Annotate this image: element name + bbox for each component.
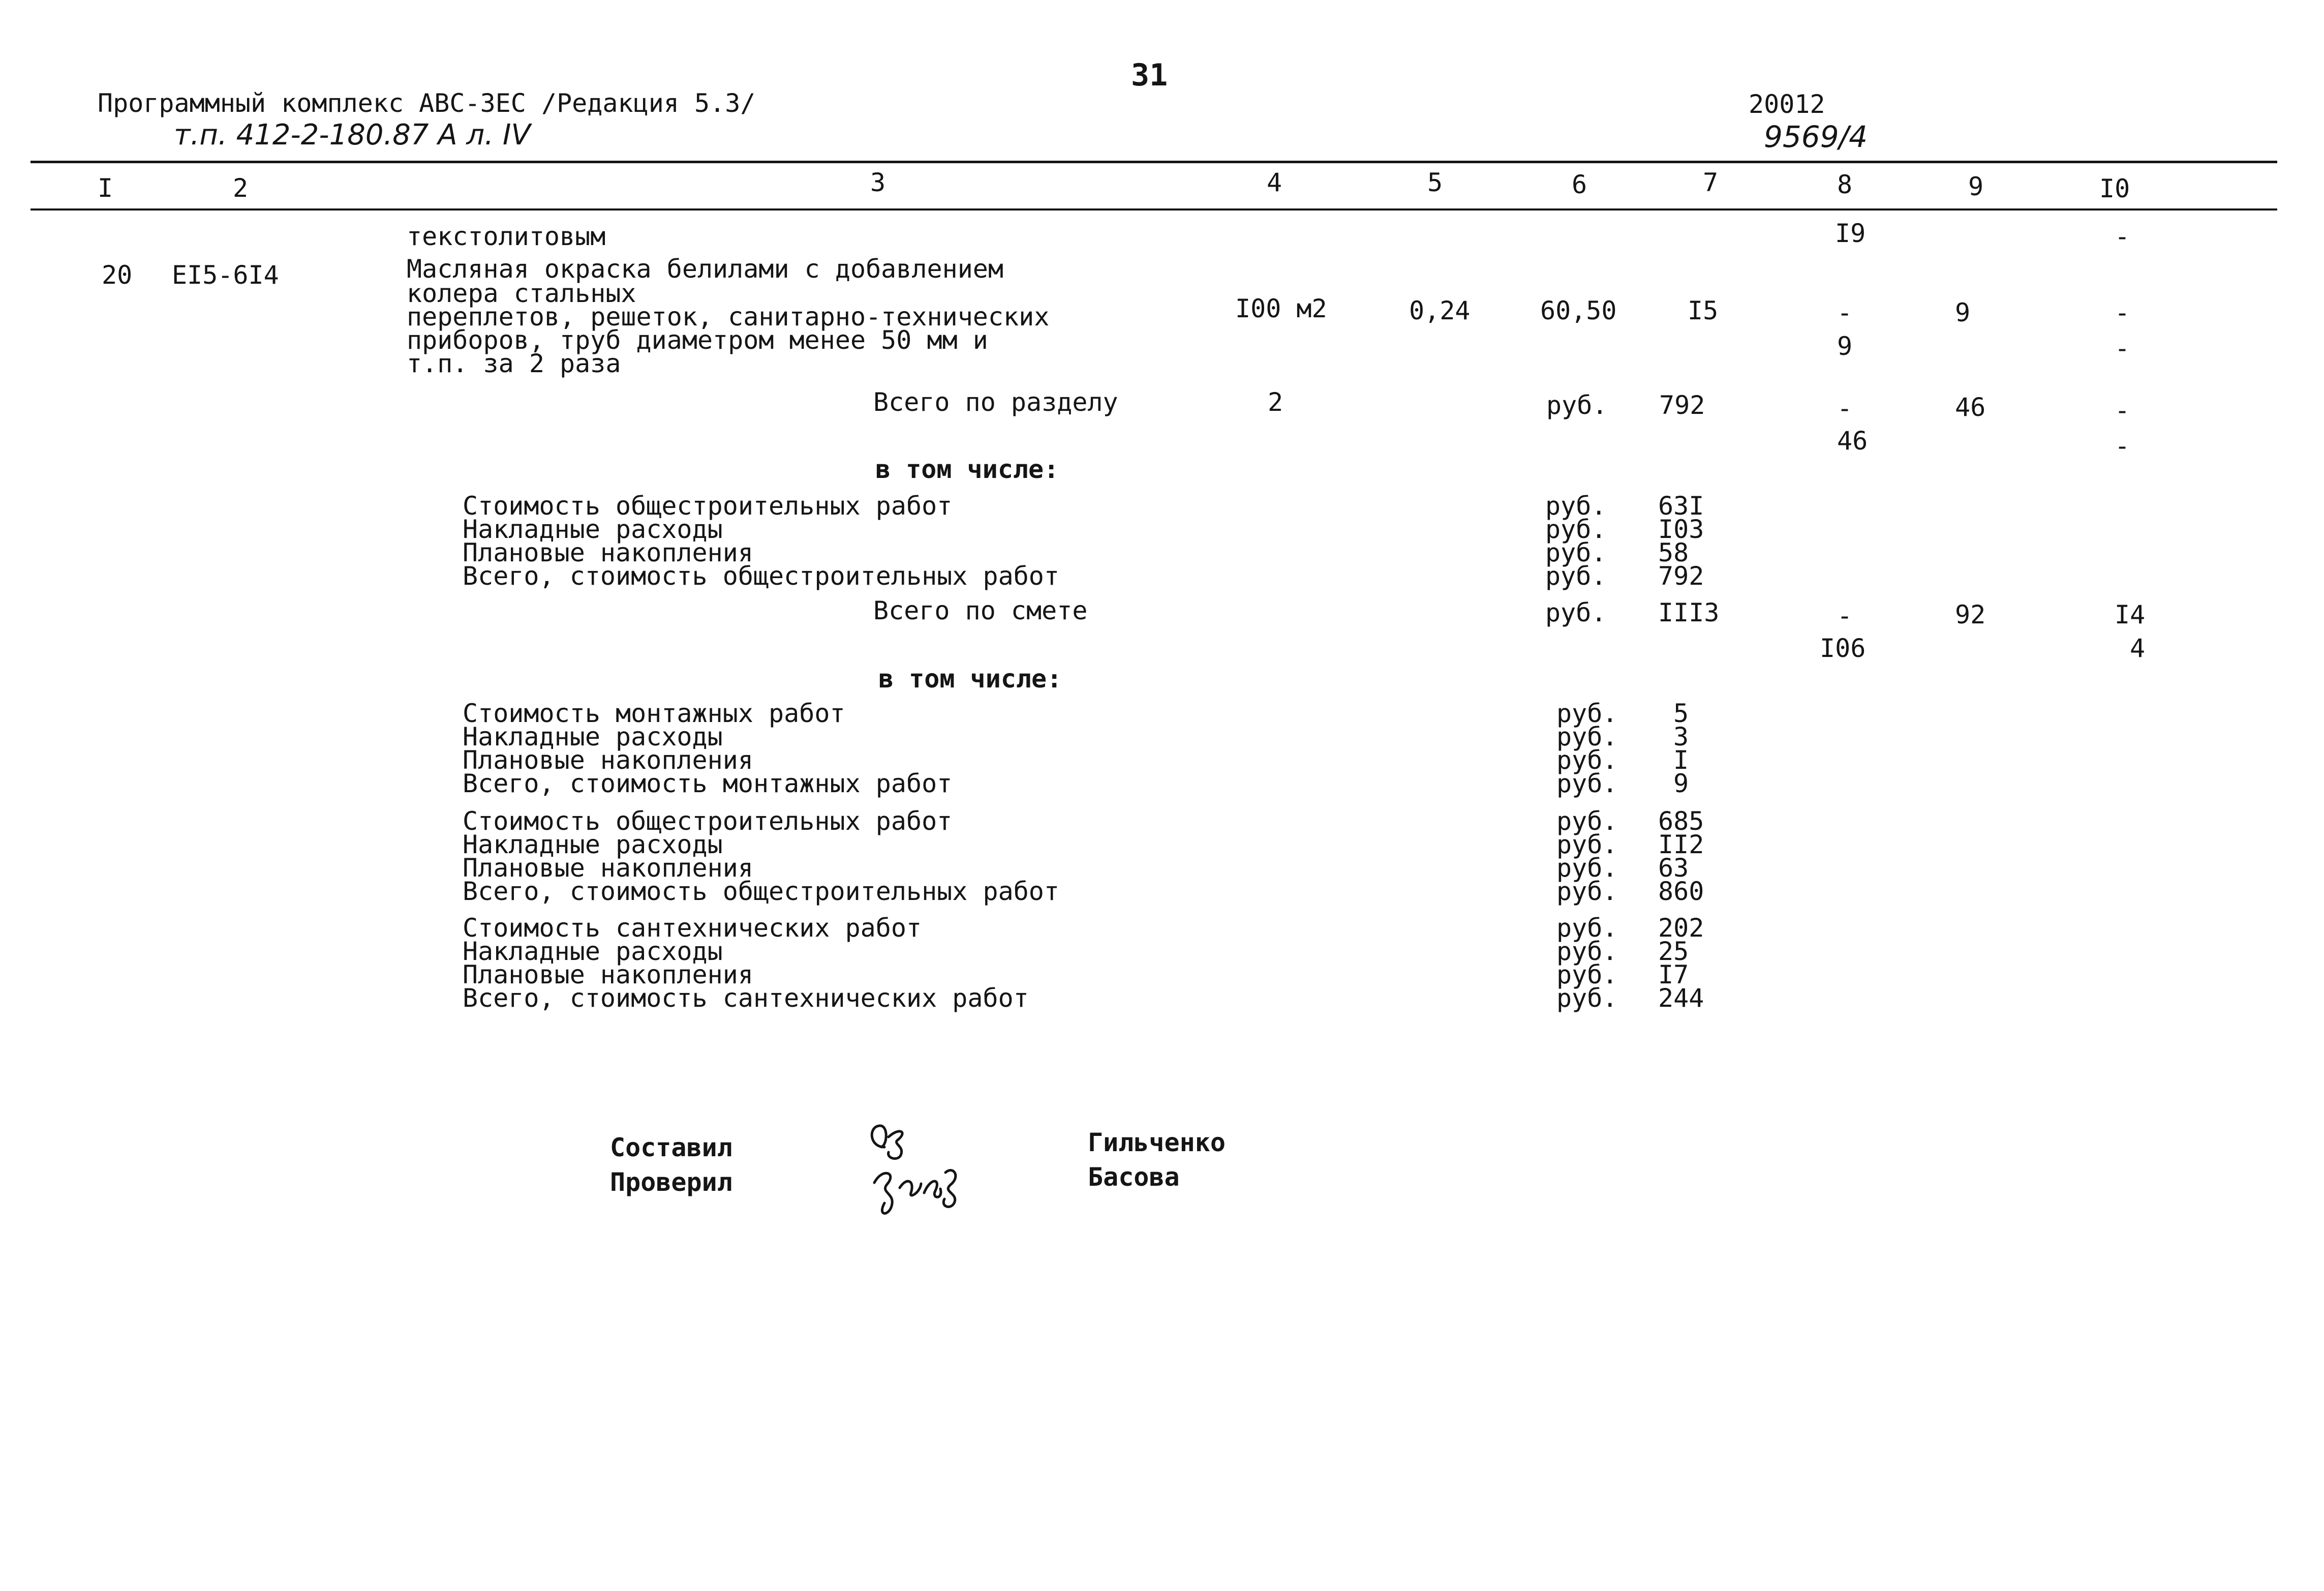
- software-title: Программный комплекс АВС-3ЕС /Редакция 5.3/: [98, 88, 756, 118]
- column-5-header: 5: [1427, 168, 1443, 197]
- header-rule-top: [30, 161, 2277, 163]
- breakdown-label: Стоимость общестроительных работ: [463, 491, 953, 521]
- section-total-col8: -: [1837, 394, 1853, 423]
- breakdown-label: Плановые накопления: [463, 745, 753, 775]
- breakdown-label: Всего, стоимость монтажных работ: [463, 769, 953, 798]
- breakdown-unit: руб.: [1545, 515, 1607, 544]
- breakdown-value: 3: [1673, 722, 1689, 752]
- breakdown-value: 9: [1673, 769, 1689, 798]
- column-3-header: 3: [870, 168, 886, 197]
- estimate-total-col8: -: [1837, 601, 1853, 631]
- continuation-col8: I9: [1835, 219, 1866, 248]
- estimate-total-col10: I4: [2115, 600, 2146, 629]
- section-total-col4: 2: [1268, 387, 1283, 417]
- breakdown-label: Накладные расходы: [463, 722, 723, 752]
- continuation-text: текстолитовым: [407, 222, 606, 251]
- continuation-col10: -: [2115, 222, 2130, 251]
- breakdown-label: Стоимость монтажных работ: [463, 699, 845, 728]
- breakdown-value: I03: [1658, 515, 1704, 544]
- section-total-col9: 46: [1955, 393, 1986, 422]
- column-8-header: 8: [1837, 170, 1853, 199]
- breakdown-value: 860: [1658, 877, 1704, 906]
- breakdown-label: Плановые накопления: [463, 538, 753, 567]
- handwritten-signatures: [864, 1117, 966, 1221]
- estimate-total-col8: I06: [1820, 634, 1866, 663]
- breakdown-value: 202: [1658, 913, 1704, 943]
- breakdown-unit: руб.: [1545, 538, 1607, 567]
- breakdown-unit: руб.: [1556, 877, 1618, 906]
- project-reference: т.п. 412-2-180.87 А л. IV: [174, 118, 531, 152]
- item-description-line: т.п. за 2 раза: [407, 349, 621, 378]
- inventory-number: 9569/4: [1764, 119, 1868, 154]
- item-description-line: Масляная окраска белилами с добавлением: [407, 254, 1003, 284]
- item-unit: I00 м2: [1235, 294, 1327, 323]
- item-description-line: приборов, труб диаметром менее 50 мм и: [407, 325, 988, 355]
- breakdown-label: Плановые накопления: [463, 960, 753, 989]
- breakdown-unit: руб.: [1556, 745, 1618, 775]
- column-1-header: I: [98, 173, 113, 203]
- column-6-header: 6: [1572, 170, 1587, 199]
- section-total-unit: руб.: [1546, 391, 1608, 420]
- breakdown-label: Накладные расходы: [463, 515, 723, 544]
- breakdown-label: Накладные расходы: [463, 937, 723, 966]
- item-number: 20: [102, 260, 133, 290]
- breakdown-label: Накладные расходы: [463, 830, 723, 859]
- estimate-total-label: Всего по смете: [873, 596, 1088, 625]
- breakdown-value: 685: [1658, 806, 1704, 836]
- breakdown-unit: руб.: [1556, 913, 1618, 943]
- column-7-header: 7: [1703, 168, 1719, 197]
- breakdown-unit: руб.: [1556, 769, 1618, 798]
- breakdown-unit: руб.: [1545, 491, 1607, 521]
- estimate-total-value: III3: [1658, 598, 1720, 627]
- breakdown-value: 63: [1658, 853, 1689, 883]
- breakdown-value: 25: [1658, 937, 1689, 966]
- breakdown-unit: руб.: [1556, 983, 1618, 1013]
- column-4-header: 4: [1267, 168, 1282, 197]
- item-total: I5: [1688, 296, 1719, 325]
- section-total-col10: -: [2115, 396, 2130, 425]
- breakdown-value: 5: [1673, 699, 1689, 728]
- breakdown-label: Стоимость сантехнических работ: [463, 913, 922, 943]
- estimate-total-col10: 4: [2130, 634, 2146, 663]
- breakdown-value: I: [1673, 745, 1689, 775]
- estimate-total-col9: 92: [1955, 600, 1986, 629]
- breakdown-label: Всего, стоимость сантехнических работ: [463, 983, 1029, 1013]
- column-10-header: I0: [2099, 174, 2130, 203]
- column-2-header: 2: [233, 173, 249, 203]
- checked-by-label: Проверил: [610, 1167, 732, 1197]
- breakdown-unit: руб.: [1556, 722, 1618, 752]
- including-label: в том числе:: [878, 664, 1062, 694]
- item-description-line: переплетов, решеток, санитарно-технических: [407, 302, 1050, 332]
- section-total-col8: 46: [1837, 426, 1868, 456]
- breakdown-value: I7: [1658, 960, 1689, 989]
- item-description-line: колера стальных: [407, 279, 636, 308]
- page-number: 31: [1131, 57, 1168, 93]
- document-code: 20012: [1749, 89, 1825, 119]
- breakdown-unit: руб.: [1556, 960, 1618, 989]
- item-code: EI5-6I4: [172, 260, 279, 290]
- breakdown-label: Всего, стоимость общестроительных работ: [463, 877, 1059, 906]
- breakdown-unit: руб.: [1556, 937, 1618, 966]
- breakdown-unit: руб.: [1556, 853, 1618, 883]
- breakdown-value: 63I: [1658, 491, 1704, 521]
- item-quantity: 0,24: [1409, 296, 1471, 325]
- breakdown-unit: руб.: [1556, 806, 1618, 836]
- checked-by-name: Басова: [1088, 1162, 1180, 1192]
- header-rule-bottom: [30, 208, 2277, 211]
- compiled-by-label: Составил: [610, 1133, 732, 1162]
- section-total-value: 792: [1659, 391, 1705, 420]
- breakdown-unit: руб.: [1556, 830, 1618, 859]
- estimate-total-unit: руб.: [1545, 598, 1607, 627]
- breakdown-unit: руб.: [1545, 561, 1607, 591]
- section-total-col10: -: [2115, 431, 2130, 461]
- item-col10: -: [2115, 334, 2130, 363]
- item-col9: 9: [1955, 298, 1971, 327]
- item-col8: 9: [1837, 332, 1853, 361]
- breakdown-value: 244: [1658, 983, 1704, 1013]
- item-unit-price: 60,50: [1540, 296, 1617, 325]
- compiled-by-name: Гильченко: [1088, 1128, 1226, 1157]
- breakdown-unit: руб.: [1556, 699, 1618, 728]
- column-9-header: 9: [1968, 172, 1984, 201]
- section-total-label: Всего по разделу: [873, 387, 1118, 417]
- item-col10: -: [2115, 298, 2130, 327]
- breakdown-value: II2: [1658, 830, 1704, 859]
- breakdown-label: Стоимость общестроительных работ: [463, 806, 953, 836]
- breakdown-label: Всего, стоимость общестроительных работ: [463, 561, 1059, 591]
- item-col8: -: [1837, 298, 1853, 327]
- including-label: в том числе:: [875, 455, 1059, 484]
- breakdown-value: 792: [1658, 561, 1704, 591]
- breakdown-value: 58: [1658, 538, 1689, 567]
- breakdown-label: Плановые накопления: [463, 853, 753, 883]
